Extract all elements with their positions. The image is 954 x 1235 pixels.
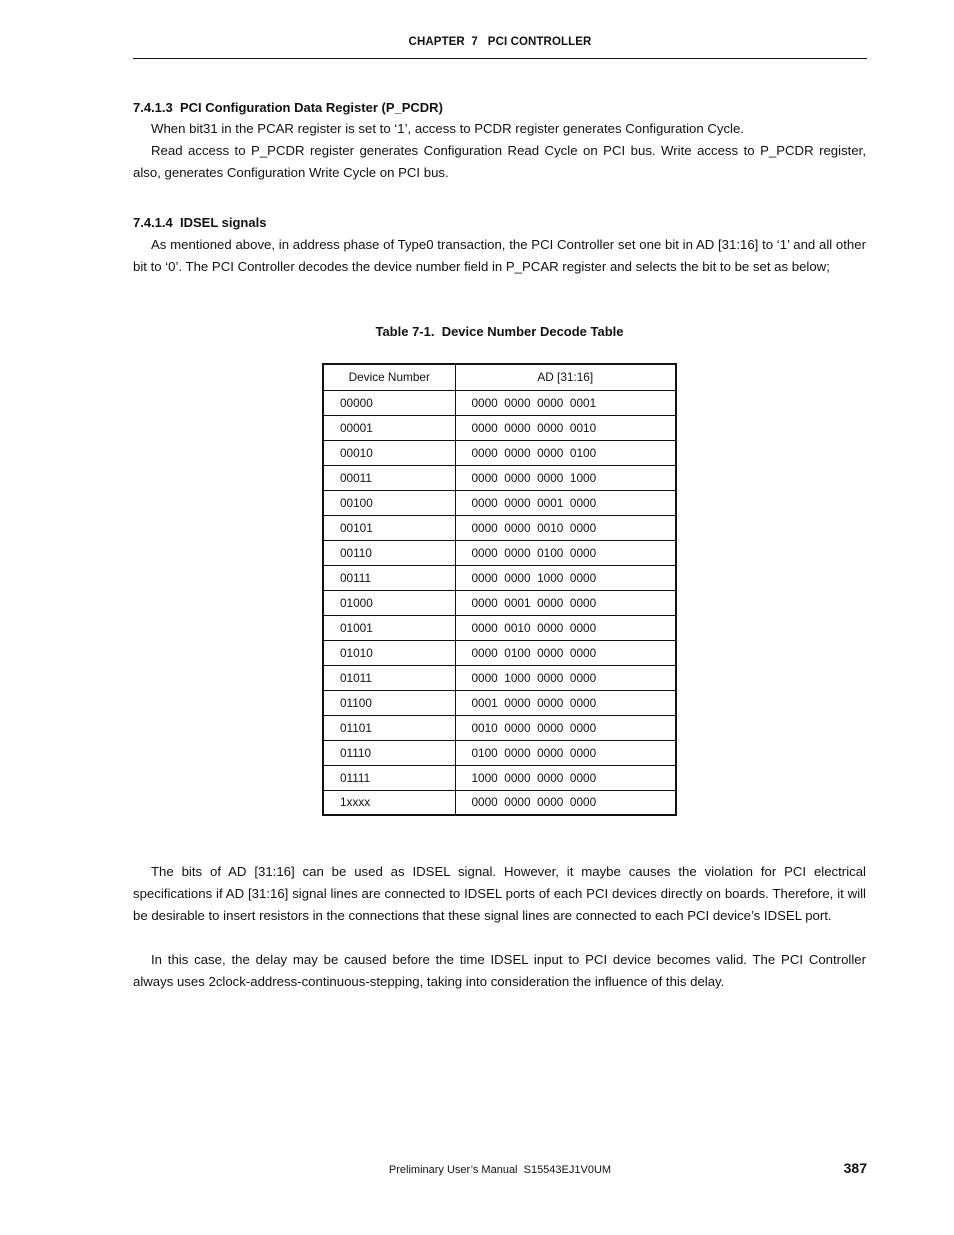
table-row bbox=[323, 440, 676, 465]
section-heading-idsel: 7.4.1.4 IDSEL signals bbox=[133, 215, 267, 230]
device-number-cell: 01010 bbox=[323, 640, 455, 665]
device-number-cell: 00001 bbox=[323, 415, 455, 440]
device-number-cell: 01101 bbox=[323, 715, 455, 740]
table-row bbox=[323, 690, 676, 715]
pcdr-paragraph-2: Read access to P_PCDR register generates Configuration Read Cycle on PCI bus. Write access to P_PCDR register, also, generates Configuration Write Cycle on PCI bus. bbox=[133, 143, 866, 180]
device-number-cell: 01011 bbox=[323, 665, 455, 690]
device-number-cell: 00111 bbox=[323, 565, 455, 590]
ad-value-cell: 0000 0000 0100 0000 bbox=[455, 540, 676, 565]
table-row bbox=[323, 415, 676, 440]
ad-value-cell: 0000 0010 0000 0000 bbox=[455, 615, 676, 640]
ad-value-cell: 0000 0000 0000 0010 bbox=[455, 415, 676, 440]
table-row bbox=[323, 765, 676, 790]
table-row bbox=[323, 590, 676, 615]
table-row bbox=[323, 390, 676, 415]
ad-value-cell: 0000 0000 0000 0100 bbox=[455, 440, 676, 465]
device-number-cell: 01110 bbox=[323, 740, 455, 765]
header-rule bbox=[133, 58, 867, 59]
ad-value-cell: 0000 0000 0000 0001 bbox=[455, 390, 676, 415]
table-row bbox=[323, 665, 676, 690]
device-number-cell: 00000 bbox=[323, 390, 455, 415]
ad-value-cell: 0000 0000 0001 0000 bbox=[455, 490, 676, 515]
ad-value-cell: 0000 0000 0000 0000 bbox=[455, 790, 676, 815]
device-number-decode-table bbox=[322, 363, 677, 816]
ad-value-cell: 0000 1000 0000 0000 bbox=[455, 665, 676, 690]
device-number-cell: 00100 bbox=[323, 490, 455, 515]
ad-value-cell: 1000 0000 0000 0000 bbox=[455, 765, 676, 790]
ad-value-cell: 0000 0000 0010 0000 bbox=[455, 515, 676, 540]
ad-value-cell: 0001 0000 0000 0000 bbox=[455, 690, 676, 715]
device-number-cell: 01111 bbox=[323, 765, 455, 790]
ad-value-cell: 0000 0001 0000 0000 bbox=[455, 590, 676, 615]
ad-value-cell: 0010 0000 0000 0000 bbox=[455, 715, 676, 740]
table-header-row bbox=[323, 364, 676, 390]
idsel-paragraph-2: The bits of AD [31:16] can be used as IDSEL signal. However, it maybe causes the violation for PCI electrical specifications if AD [31:16] signal lines are connected to IDSEL ports of each PCI devices directly on boards. Therefore, it will be desirable to insert resistors in the connections that these signal lines are connected to each PCI device’s IDSEL port. bbox=[133, 864, 866, 923]
table-row bbox=[323, 640, 676, 665]
device-number-cell: 00101 bbox=[323, 515, 455, 540]
table-row bbox=[323, 515, 676, 540]
ad-value-cell: 0100 0000 0000 0000 bbox=[455, 740, 676, 765]
device-number-cell: 00011 bbox=[323, 465, 455, 490]
device-number-cell: 1xxxx bbox=[323, 790, 455, 815]
table-row bbox=[323, 490, 676, 515]
device-number-cell: 01001 bbox=[323, 615, 455, 640]
idsel-paragraph-1: As mentioned above, in address phase of Type0 transaction, the PCI Controller set one bit in AD [31:16] to ‘1’ and all other bit to ‘0’. The PCI Controller decodes the device number field in P_PCAR register and selects the bit to be set as below; bbox=[133, 237, 866, 274]
page-number: 387 bbox=[843, 1160, 867, 1176]
table-row bbox=[323, 540, 676, 565]
section-heading-pcdr: 7.4.1.3 PCI Configuration Data Register (P_PCDR) bbox=[133, 100, 443, 115]
ad-value-cell: 0000 0100 0000 0000 bbox=[455, 640, 676, 665]
device-number-cell: 00010 bbox=[323, 440, 455, 465]
column-header-ad: AD [31:16] bbox=[455, 364, 676, 390]
device-number-cell: 00110 bbox=[323, 540, 455, 565]
ad-value-cell: 0000 0000 1000 0000 bbox=[455, 565, 676, 590]
column-header-device-number: Device Number bbox=[323, 364, 455, 390]
device-number-cell: 01100 bbox=[323, 690, 455, 715]
table-row bbox=[323, 790, 676, 815]
table-row bbox=[323, 565, 676, 590]
table-row bbox=[323, 465, 676, 490]
table-row bbox=[323, 740, 676, 765]
pcdr-paragraph-1: When bit31 in the PCAR register is set to ‘1’, access to PCDR register generates Configuration Cycle. bbox=[151, 121, 744, 136]
idsel-paragraph-3: In this case, the delay may be caused before the time IDSEL input to PCI device becomes valid. The PCI Controller always uses 2clock-address-continuous-stepping, taking into consideration the influence of this delay. bbox=[133, 952, 866, 989]
chapter-header: CHAPTER 7 PCI CONTROLLER bbox=[408, 36, 592, 48]
table-row bbox=[323, 615, 676, 640]
table-row bbox=[323, 715, 676, 740]
ad-value-cell: 0000 0000 0000 1000 bbox=[455, 465, 676, 490]
device-number-cell: 01000 bbox=[323, 590, 455, 615]
footer-manual-title: Preliminary User’s Manual S15543EJ1V0UM bbox=[388, 1164, 612, 1176]
table-caption: Table 7-1. Device Number Decode Table bbox=[375, 324, 624, 339]
